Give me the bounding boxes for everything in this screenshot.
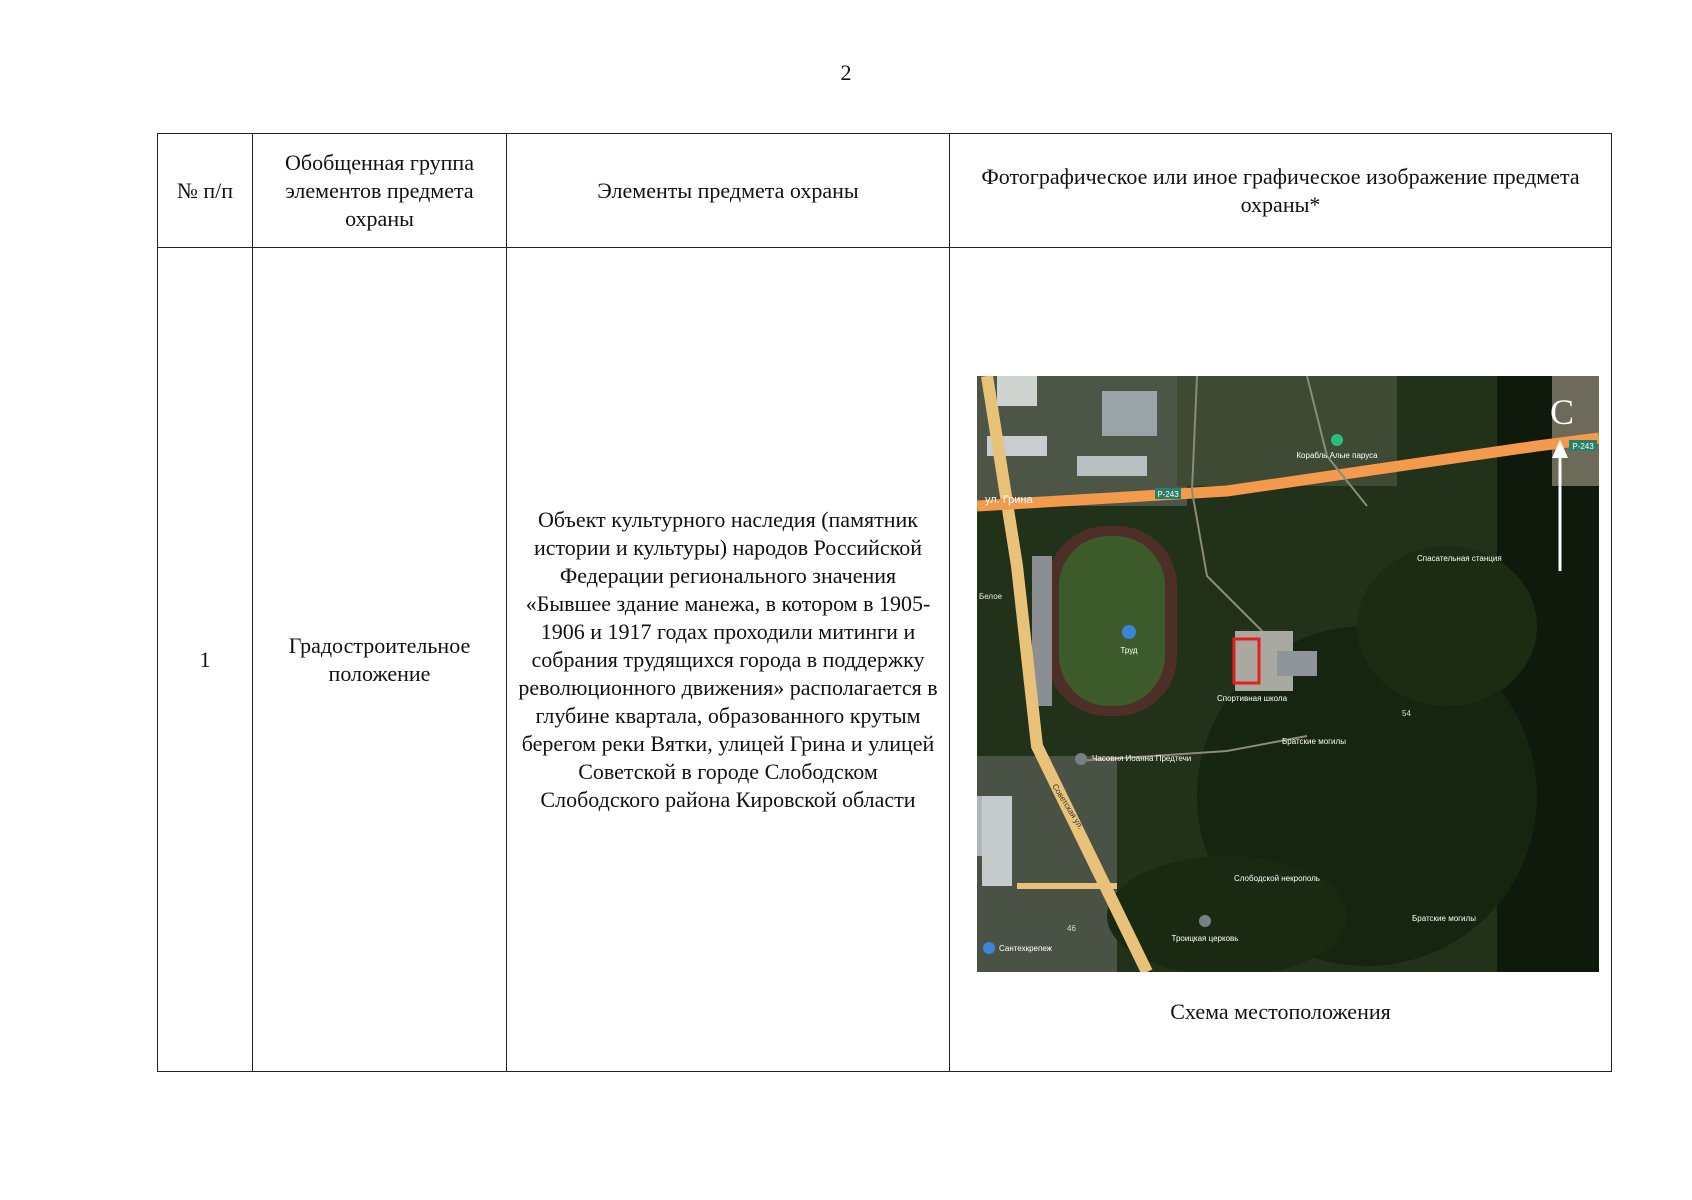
- street-green-label: ул. Грина: [985, 494, 1033, 506]
- house-number-1: 54: [1402, 709, 1411, 718]
- bratskie-label-2: Братские могилы: [1412, 914, 1476, 923]
- street-belaya-label: Белое: [979, 592, 1003, 601]
- chapel-icon: [1075, 753, 1087, 765]
- row-number: 1: [158, 248, 253, 1072]
- church-icon: [1199, 915, 1211, 927]
- header-image: Фотографическое или иное графическое изображение предмета охраны*: [950, 134, 1612, 248]
- korabl-icon: [1331, 434, 1343, 446]
- location-map: [977, 376, 1599, 972]
- road-code-1: Р-243: [1157, 490, 1179, 499]
- chapel-label: Часовня Иоанна Предтечи: [1092, 754, 1192, 763]
- image-caption: Схема местоположения: [1170, 999, 1391, 1024]
- header-group: Обобщенная группа элементов предмета охраны: [253, 134, 507, 248]
- troitskaya-label: Троицкая церковь: [1171, 934, 1239, 943]
- korabl-label: Корабль Алые паруса: [1296, 451, 1378, 460]
- shop-label: Сантехкрепеж: [999, 944, 1053, 953]
- row-elements: Объект культурного наследия (памятник истории и культуры) народов Российской Федерации регионального значения «Бывшее здание манежа, в котором в 1905-1906 и 1917 годах проходили митинги и собрания трудящихся города в поддержку революционного движения» располагается в глубине квартала, образованного крутым берегом реки Вятки, улицей Грина и улицей Советской в городе Слободском Слободского района Кировской области: [507, 248, 950, 1072]
- row-group: Градостроительное положение: [253, 248, 507, 1072]
- table-header-row: [158, 134, 1612, 248]
- sovetskaya-label: Советская ул.: [1050, 782, 1086, 831]
- header-number: № п/п: [158, 134, 253, 248]
- stadium-icon: [1122, 625, 1136, 639]
- protection-table: [157, 133, 1612, 1072]
- sport-school-label: Спортивная школа: [1217, 694, 1288, 703]
- header-elements: Элементы предмета охраны: [507, 134, 950, 248]
- satellite-map-image: [977, 376, 1599, 972]
- page-number: 2: [840, 60, 852, 85]
- house-number-2: 46: [1067, 924, 1076, 933]
- road-code-2: Р-243: [1572, 442, 1594, 451]
- stadium-label: Труд: [1120, 646, 1138, 655]
- rescue-label: Спасательная станция: [1417, 554, 1502, 563]
- shop-icon: [983, 942, 995, 954]
- table-row: [158, 248, 1612, 1072]
- north-letter: С: [1549, 392, 1575, 432]
- bratskie-label-1: Братские могилы: [1282, 737, 1346, 746]
- row-image-cell: [950, 248, 1612, 1072]
- necropolis-label: Слободской некрополь: [1234, 874, 1320, 883]
